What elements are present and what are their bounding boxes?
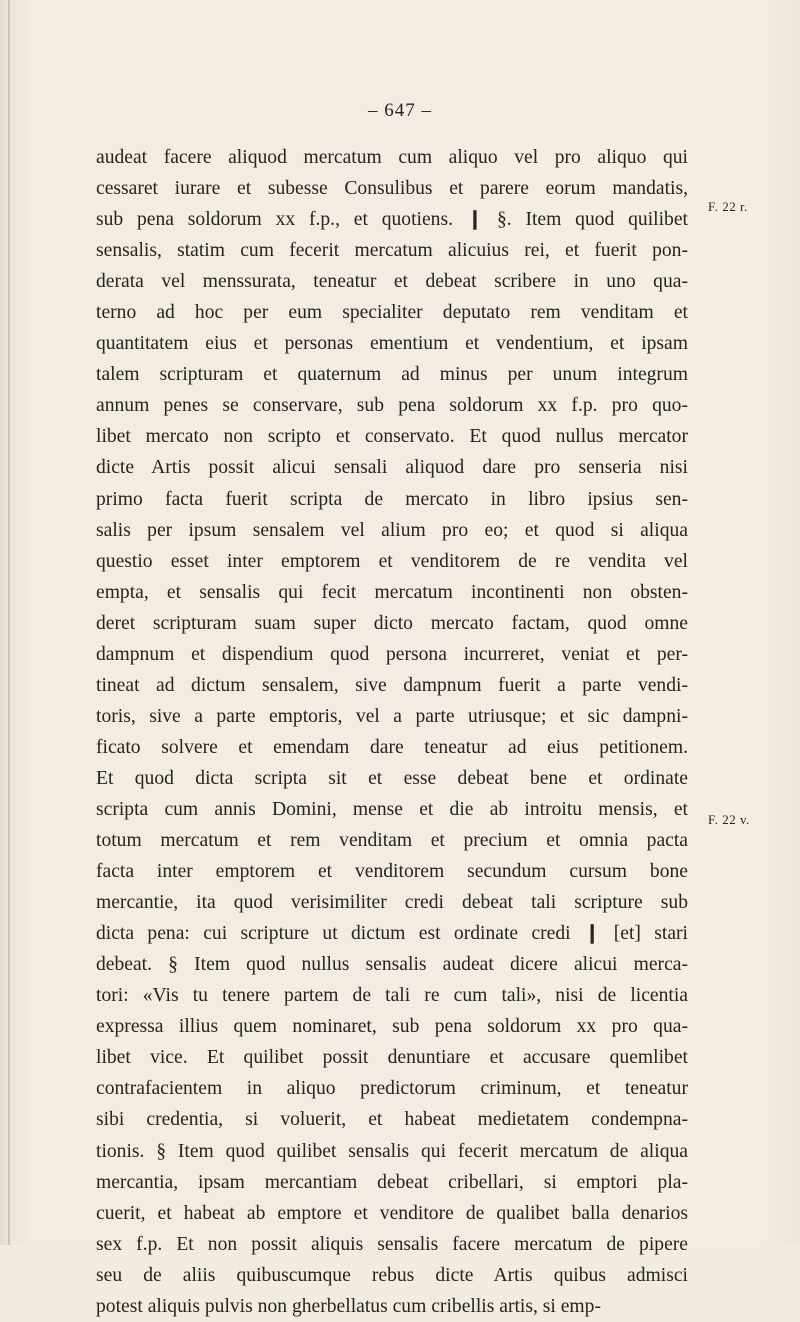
text-line: facta inter emptorem et venditorem secundum cursum bone [96, 861, 688, 883]
text-line: tineat ad dictum sensalem, sive dampnum fuerit a parte vendi- [96, 674, 688, 696]
text-line: tionis. § Item quod quilibet sensalis qui fecerit mercatum de aliqua [96, 1140, 688, 1162]
text-line: salis per ipsum sensalem vel alium pro eo; et quod si aliqua [96, 519, 688, 541]
text-line: mercantie, ita quod verisimiliter credi debeat tali scripture sub [96, 892, 688, 914]
folio-mark-22v: F. 22 v. [708, 812, 750, 827]
binding-gutter [8, 0, 10, 1245]
text-line: questio esset inter emptorem et venditorem de re vendita vel [96, 550, 688, 572]
text-line: potest aliquis pulvis non gherbellatus cum cribellis artis, si emp- [96, 1295, 601, 1317]
text-line: expressa illius quem nominaret, sub pena soldorum xx pro qua- [96, 1016, 688, 1038]
folio-mark-22r: F. 22 r. [708, 199, 748, 214]
text-line: tori: «Vis tu tenere partem de tali re cum tali», nisi de licentia [96, 985, 688, 1007]
text-line: empta, et sensalis qui fecit mercatum incontinenti non obsten- [96, 581, 688, 603]
body-text [96, 142, 688, 1322]
text-line: talem scripturam et quaternum ad minus per unum integrum [96, 364, 688, 386]
text-line: cessaret iurare et subesse Consulibus et parere eorum mandatis, [96, 178, 688, 200]
text-line: audeat facere aliquod mercatum cum aliquo vel pro aliquo qui [96, 147, 688, 168]
text-line: dicta pena: cui scripture ut dictum est ordinate credi ❙ [et] stari [96, 923, 688, 945]
text-line: contrafacientem in aliquo predictorum criminum, et teneatur [96, 1078, 688, 1100]
text-line: sex f.p. Et non possit aliquis sensalis facere mercatum de pipere [96, 1233, 688, 1255]
text-line: scripta cum annis Domini, mense et die ab introitu mensis, et [96, 798, 688, 820]
text-line: terno ad hoc per eum specialiter deputato rem venditam et [96, 302, 688, 324]
text-line: dicte Artis possit alicui sensali aliquod dare pro senseria nisi [96, 457, 688, 479]
text-line: cuerit, et habeat ab emptore et venditore de qualibet balla denarios [96, 1202, 688, 1224]
text-line: deret scripturam suam super dicto mercato factam, quod omne [96, 612, 688, 634]
text-line: primo facta fuerit scripta de mercato in libro ipsius sen- [96, 488, 688, 510]
text-line: quantitatem eius et personas ementium et vendentium, et ipsam [96, 333, 688, 355]
text-line: dampnum et dispendium quod persona incurreret, veniat et per- [96, 643, 688, 665]
text-line: sibi credentia, si voluerit, et habeat medietatem condempna- [96, 1109, 688, 1131]
text-line: libet mercato non scripto et conservato. Et quod nullus mercator [96, 426, 688, 448]
text-line: libet vice. Et quilibet possit denuntiare et accusare quemlibet [96, 1047, 688, 1069]
text-line: derata vel menssurata, teneatur et debeat scribere in uno qua- [96, 271, 688, 293]
text-line: ficato solvere et emendam dare teneatur ad eius petitionem. [96, 736, 688, 758]
text-line: totum mercatum et rem venditam et precium et omnia pacta [96, 830, 688, 852]
page-number: – 647 – [368, 100, 432, 121]
text-line: Et quod dicta scripta sit et esse debeat bene et ordinate [96, 767, 688, 789]
text-line: annum penes se conservare, sub pena soldorum xx f.p. pro quo- [96, 395, 688, 417]
text-line: seu de aliis quibuscumque rebus dicte Artis quibus admisci [96, 1264, 688, 1286]
text-line: mercantia, ipsam mercantiam debeat cribellari, si emptori pla- [96, 1171, 688, 1193]
text-line: debeat. § Item quod nullus sensalis audeat dicere alicui merca- [96, 954, 688, 976]
text-line: sensalis, statim cum fecerit mercatum alicuius rei, et fuerit pon- [96, 240, 688, 262]
text-line: sub pena soldorum xx f.p., et quotiens. ❙ §. Item quod quilibet [96, 209, 688, 231]
text-line: toris, sive a parte emptoris, vel a parte utriusque; et sic dampni- [96, 705, 688, 727]
